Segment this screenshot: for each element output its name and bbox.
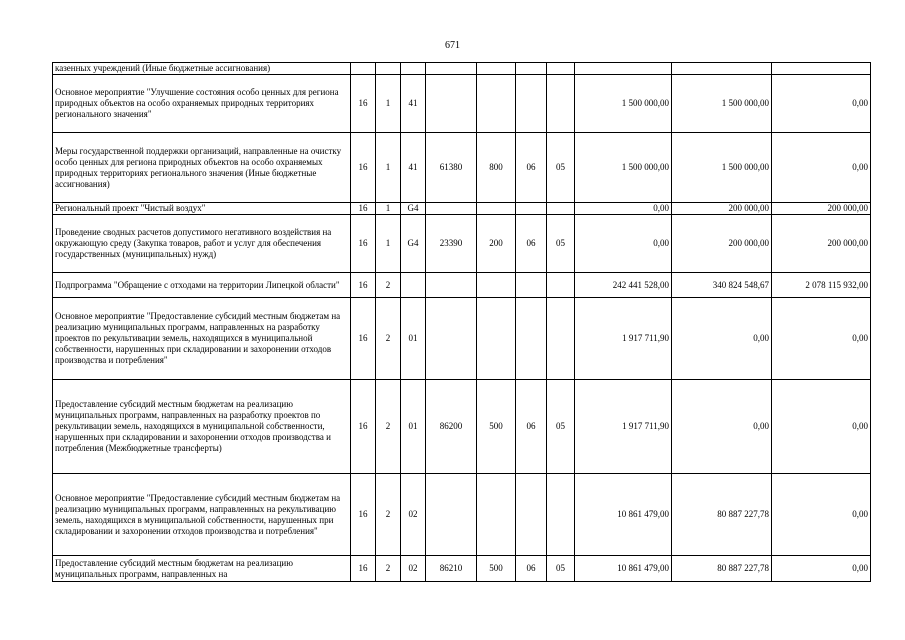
table-row	[53, 556, 871, 582]
row-name: Основное мероприятие "Предоставление субсидий местным бюджетам на реализацию муниципальных программ, направленных на разработку проектов по рекультивации земель, находящихся в муниципальной собственности, нарушенных при складировании и захоронении отходов производства и потребления"	[53, 298, 351, 380]
expense-type-code: 500	[477, 556, 516, 582]
amount-year-2: 200 000,00	[672, 215, 772, 273]
pp-code: 1	[376, 75, 401, 133]
amount-year-3: 0,00	[772, 298, 871, 380]
table-row	[53, 474, 871, 556]
direction-code	[426, 63, 477, 75]
direction-code	[426, 273, 477, 298]
expense-type-code: 800	[477, 133, 516, 203]
section-code	[516, 203, 547, 215]
expense-type-code: 200	[477, 215, 516, 273]
om-code: 02	[401, 556, 426, 582]
amount-year-2: 0,00	[672, 380, 772, 474]
subsection-code	[547, 75, 575, 133]
subsection-code	[547, 298, 575, 380]
gp-code: 16	[351, 203, 376, 215]
amount-year-2: 80 887 227,78	[672, 474, 772, 556]
amount-year-1: 1 917 711,90	[575, 380, 672, 474]
om-code: 41	[401, 133, 426, 203]
expense-type-code	[477, 203, 516, 215]
row-name: казенных учреждений (Иные бюджетные ассигнования)	[53, 63, 351, 75]
amount-year-2	[672, 63, 772, 75]
subsection-code: 05	[547, 556, 575, 582]
gp-code	[351, 63, 376, 75]
row-name: Основное мероприятие "Предоставление субсидий местным бюджетам на реализацию муниципальных программ, направленных на рекультивацию земель, находящихся в муниципальной собственности, нарушенных при складировании и захоронении отходов производства и потребления"	[53, 474, 351, 556]
section-code: 06	[516, 556, 547, 582]
section-code	[516, 474, 547, 556]
direction-code	[426, 75, 477, 133]
subsection-code: 05	[547, 215, 575, 273]
expense-type-code	[477, 75, 516, 133]
expense-type-code	[477, 298, 516, 380]
section-code: 06	[516, 133, 547, 203]
expense-type-code	[477, 474, 516, 556]
amount-year-3: 0,00	[772, 75, 871, 133]
gp-code: 16	[351, 556, 376, 582]
row-name: Меры государственной поддержки организаций, направленные на очистку особо ценных для региона природных объектов на особо охраняемых природных территориях регионального значения (Иные бюджетные ассигнования)	[53, 133, 351, 203]
direction-code	[426, 203, 477, 215]
table-row	[53, 75, 871, 133]
om-code: 02	[401, 474, 426, 556]
pp-code: 2	[376, 273, 401, 298]
amount-year-1: 1 500 000,00	[575, 133, 672, 203]
row-name: Предоставление субсидий местным бюджетам на реализацию муниципальных программ, направленных на	[53, 556, 351, 582]
subsection-code: 05	[547, 133, 575, 203]
table-row	[53, 298, 871, 380]
amount-year-3: 200 000,00	[772, 203, 871, 215]
section-code	[516, 298, 547, 380]
page-number: 671	[445, 40, 460, 51]
gp-code: 16	[351, 474, 376, 556]
amount-year-1	[575, 63, 672, 75]
pp-code: 1	[376, 203, 401, 215]
amount-year-2: 1 500 000,00	[672, 75, 772, 133]
om-code: 01	[401, 380, 426, 474]
amount-year-2: 1 500 000,00	[672, 133, 772, 203]
amount-year-3: 0,00	[772, 474, 871, 556]
amount-year-2: 200 000,00	[672, 203, 772, 215]
subsection-code: 05	[547, 380, 575, 474]
gp-code: 16	[351, 75, 376, 133]
om-code: 41	[401, 75, 426, 133]
gp-code: 16	[351, 298, 376, 380]
table-row	[53, 203, 871, 215]
pp-code: 2	[376, 380, 401, 474]
table-row	[53, 133, 871, 203]
om-code: 01	[401, 298, 426, 380]
amount-year-3: 0,00	[772, 380, 871, 474]
direction-code: 86200	[426, 380, 477, 474]
row-name: Предоставление субсидий местным бюджетам на реализацию муниципальных программ, направленных на разработку проектов по рекультивации земель, находящихся в муниципальной собственности, нарушенных при складировании и захоронении отходов производства и потребления (Межбюджетные трансферты)	[53, 380, 351, 474]
direction-code: 61380	[426, 133, 477, 203]
section-code: 06	[516, 380, 547, 474]
expense-type-code	[477, 63, 516, 75]
amount-year-3	[772, 63, 871, 75]
table-row	[53, 215, 871, 273]
row-name: Подпрограмма "Обращение с отходами на территории Липецкой области"	[53, 273, 351, 298]
om-code: G4	[401, 215, 426, 273]
row-name: Основное мероприятие "Улучшение состояния особо ценных для региона природных объектов на особо охраняемых природных территориях регионального значения"	[53, 75, 351, 133]
amount-year-2: 340 824 548,67	[672, 273, 772, 298]
row-name: Проведение сводных расчетов допустимого негативного воздействия на окружающую среду (Закупка товаров, работ и услуг для обеспечения государственных (муниципальных) нужд)	[53, 215, 351, 273]
subsection-code	[547, 203, 575, 215]
direction-code: 23390	[426, 215, 477, 273]
direction-code	[426, 298, 477, 380]
section-code: 06	[516, 215, 547, 273]
amount-year-1: 0,00	[575, 203, 672, 215]
section-code	[516, 63, 547, 75]
table-row	[53, 380, 871, 474]
amount-year-3: 2 078 115 932,00	[772, 273, 871, 298]
amount-year-1: 10 861 479,00	[575, 556, 672, 582]
amount-year-1: 242 441 528,00	[575, 273, 672, 298]
amount-year-3: 200 000,00	[772, 215, 871, 273]
gp-code: 16	[351, 215, 376, 273]
amount-year-2: 80 887 227,78	[672, 556, 772, 582]
section-code	[516, 75, 547, 133]
amount-year-3: 0,00	[772, 556, 871, 582]
table-row	[53, 273, 871, 298]
amount-year-1: 1 917 711,90	[575, 298, 672, 380]
amount-year-1: 10 861 479,00	[575, 474, 672, 556]
amount-year-1: 1 500 000,00	[575, 75, 672, 133]
budget-table	[52, 62, 871, 582]
expense-type-code	[477, 273, 516, 298]
section-code	[516, 273, 547, 298]
pp-code: 2	[376, 298, 401, 380]
gp-code: 16	[351, 273, 376, 298]
pp-code: 1	[376, 215, 401, 273]
pp-code: 2	[376, 474, 401, 556]
direction-code	[426, 474, 477, 556]
gp-code: 16	[351, 380, 376, 474]
subsection-code	[547, 63, 575, 75]
amount-year-2: 0,00	[672, 298, 772, 380]
om-code	[401, 63, 426, 75]
pp-code	[376, 63, 401, 75]
subsection-code	[547, 273, 575, 298]
table-body	[53, 63, 871, 582]
direction-code: 86210	[426, 556, 477, 582]
amount-year-3: 0,00	[772, 133, 871, 203]
om-code: G4	[401, 203, 426, 215]
om-code	[401, 273, 426, 298]
gp-code: 16	[351, 133, 376, 203]
expense-type-code: 500	[477, 380, 516, 474]
table-row	[53, 63, 871, 75]
pp-code: 2	[376, 556, 401, 582]
subsection-code	[547, 474, 575, 556]
pp-code: 1	[376, 133, 401, 203]
amount-year-1: 0,00	[575, 215, 672, 273]
row-name: Региональный проект "Чистый воздух"	[53, 203, 351, 215]
